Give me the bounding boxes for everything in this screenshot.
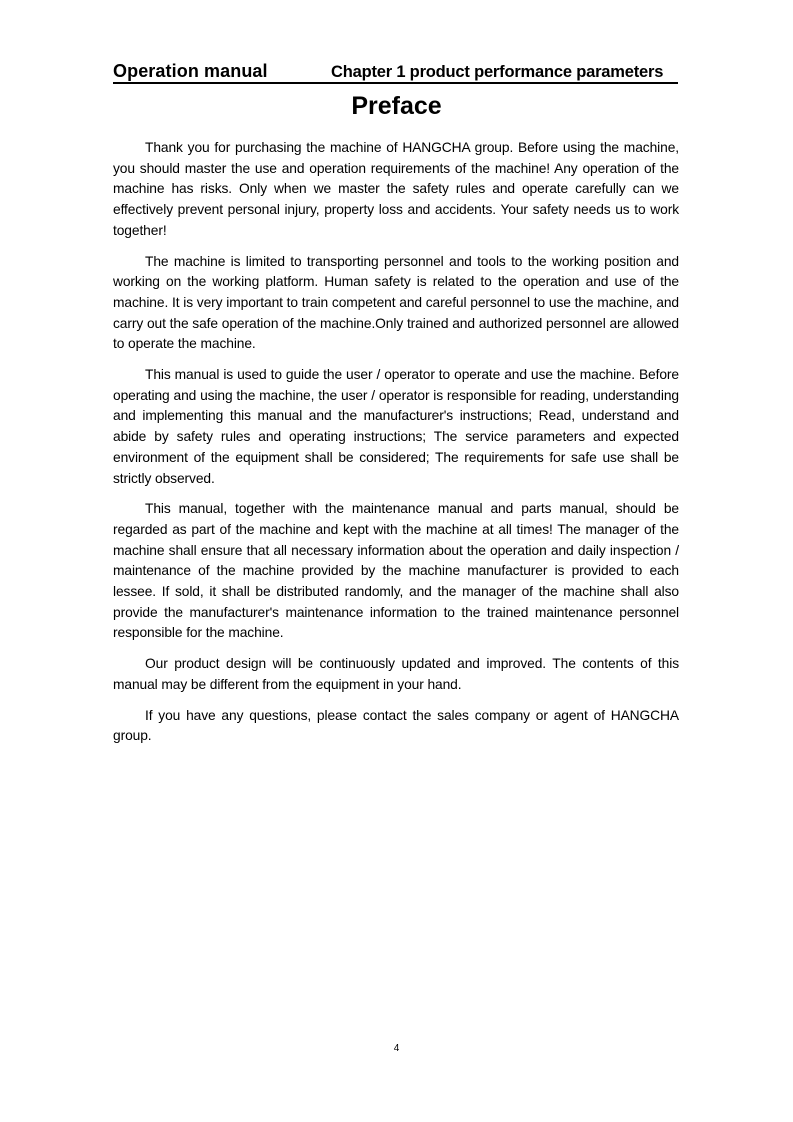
paragraph: This manual is used to guide the user / operator to operate and use the machine. Before operating and using the machine, the user / operator is responsible for reading, understanding and implementing this manual and the manufacturer's instructions; Read, understand and abide by safety rules and operating instructions; The service parameters and expected environment of the equipment shall be considered; The requirements for safe use shall be strictly observed. bbox=[113, 367, 679, 486]
page-header bbox=[113, 60, 678, 84]
paragraph: Our product design will be continuously updated and improved. The contents of this manual may be different from the equipment in your hand. bbox=[113, 656, 679, 692]
header-manual-title: Operation manual bbox=[113, 61, 268, 81]
page-title: Preface bbox=[351, 92, 442, 120]
paragraph: The machine is limited to transporting personnel and tools to the working position and working on the working platform. Human safety is related to the operation and use of the machine. It is very important to train competent and careful personnel to use the machine, and carry out the safe operation of the machine.Only trained and authorized personnel are allowed to operate the machine. bbox=[113, 253, 679, 352]
body-text bbox=[113, 138, 679, 757]
header-chapter-title: Chapter 1 product performance parameters bbox=[331, 63, 664, 81]
page-number: 4 bbox=[393, 1043, 400, 1054]
paragraph: If you have any questions, please contact the sales company or agent of HANGCHA group. bbox=[113, 707, 679, 744]
paragraph: This manual, together with the maintenance manual and parts manual, should be regarded as part of the machine and kept with the machine at all times! The manager of the machine shall ensure that all necessary information about the operation and daily inspection / maintenance of the machine provided by the machine manufacturer is provided to each lessee. If sold, it shall be distributed randomly, and the manager of the machine shall also provide the manufacturer's maintenance information to the trained maintenance personnel responsible for the machine. bbox=[113, 501, 679, 641]
paragraph: Thank you for purchasing the machine of HANGCHA group. Before using the machine, you should master the use and operation requirements of the machine! Any operation of the machine has risks. Only when we master the safety rules and operate carefully can we effectively prevent personal injury, property loss and accidents. Your safety needs us to work together! bbox=[113, 140, 679, 238]
